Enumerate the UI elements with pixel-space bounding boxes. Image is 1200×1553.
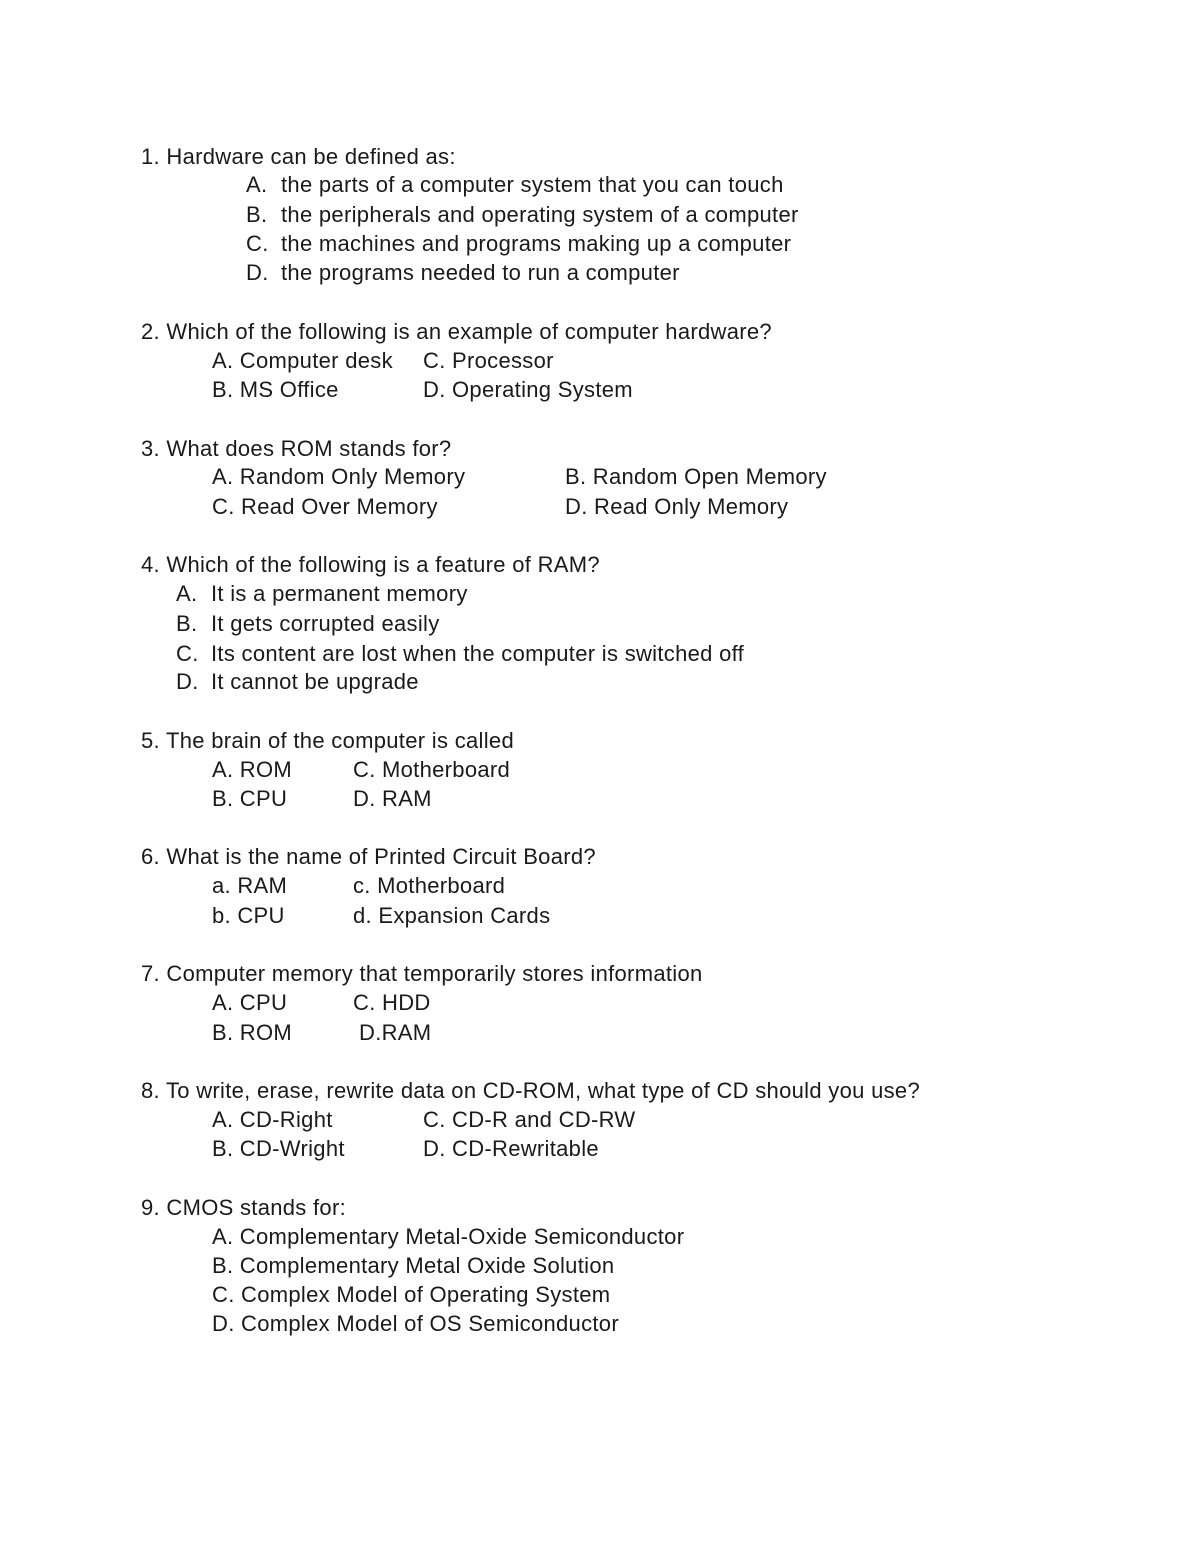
option-4a xyxy=(176,581,468,607)
option-3b: B. Random Open Memory xyxy=(565,464,827,489)
option-9b: B. Complementary Metal Oxide Solution xyxy=(212,1253,615,1278)
option-2c: C. Processor xyxy=(423,348,554,373)
option-2b: B. MS Office xyxy=(212,377,339,402)
question-text: To write, erase, rewrite data on CD-ROM, what type of CD should you use? xyxy=(165,1078,920,1103)
option-1c xyxy=(246,231,791,257)
question-5 xyxy=(141,728,514,754)
option-1d xyxy=(246,260,680,286)
option-4b xyxy=(176,611,440,637)
question-1 xyxy=(141,144,456,170)
question-2 xyxy=(141,319,772,345)
option-text: the peripherals and operating system of a computer xyxy=(281,202,799,227)
question-6 xyxy=(141,844,596,870)
option-text: the parts of a computer system that you can touch xyxy=(281,172,784,197)
option-8d: D. CD-Rewritable xyxy=(423,1136,599,1161)
question-text: The brain of the computer is called xyxy=(165,728,514,753)
option-7d: D.RAM xyxy=(359,1020,432,1045)
question-7 xyxy=(141,961,703,987)
option-5b: B. CPU xyxy=(212,786,288,811)
option-8c: C. CD-R and CD-RW xyxy=(423,1107,636,1132)
option-5a: A. ROM xyxy=(212,757,293,782)
option-letter: B. xyxy=(246,202,268,227)
option-1b xyxy=(246,202,799,228)
question-text: Which of the following is an example of computer hardware? xyxy=(166,319,772,344)
option-2d: D. Operating System xyxy=(423,377,633,402)
option-6a: a. RAM xyxy=(212,873,288,898)
option-2a: A. Computer desk xyxy=(212,348,393,373)
option-text: the machines and programs making up a computer xyxy=(281,231,792,256)
option-6b: b. CPU xyxy=(212,903,285,928)
question-8 xyxy=(141,1078,920,1104)
option-9c: C. Complex Model of Operating System xyxy=(212,1282,611,1307)
question-number: 9. xyxy=(141,1195,160,1220)
option-7a: A. CPU xyxy=(212,990,288,1015)
question-text: Which of the following is a feature of RAM? xyxy=(166,552,600,577)
option-6c: c. Motherboard xyxy=(353,873,506,898)
question-text: CMOS stands for: xyxy=(166,1195,347,1220)
question-number: 6. xyxy=(141,844,160,869)
option-text: It cannot be upgrade xyxy=(211,669,419,694)
question-number: 2. xyxy=(141,319,160,344)
question-3 xyxy=(141,436,451,462)
question-number: 3. xyxy=(141,436,160,461)
question-4 xyxy=(141,552,600,578)
option-5d: D. RAM xyxy=(353,786,432,811)
option-letter: B. xyxy=(176,611,198,636)
option-letter: D. xyxy=(246,260,269,285)
option-6d: d. Expansion Cards xyxy=(353,903,551,928)
question-text: What is the name of Printed Circuit Board? xyxy=(166,844,596,869)
option-7b: B. ROM xyxy=(212,1020,293,1045)
question-9 xyxy=(141,1195,346,1221)
question-number: 8. xyxy=(141,1078,160,1103)
question-text: What does ROM stands for? xyxy=(166,436,452,461)
option-7c: C. HDD xyxy=(353,990,431,1015)
option-letter: C. xyxy=(176,641,199,666)
question-number: 4. xyxy=(141,552,160,577)
option-9a: A. Complementary Metal-Oxide Semiconductor xyxy=(212,1224,685,1249)
option-text: Its content are lost when the computer is switched off xyxy=(211,641,745,666)
option-3a: A. Random Only Memory xyxy=(212,464,466,489)
question-text: Computer memory that temporarily stores information xyxy=(166,961,703,986)
option-9d: D. Complex Model of OS Semiconductor xyxy=(212,1311,619,1336)
option-8a: A. CD-Right xyxy=(212,1107,333,1132)
option-text: It gets corrupted easily xyxy=(211,611,440,636)
option-5c: C. Motherboard xyxy=(353,757,511,782)
option-8b: B. CD-Wright xyxy=(212,1136,345,1161)
option-3d: D. Read Only Memory xyxy=(565,494,789,519)
option-letter: C. xyxy=(246,231,269,256)
option-4c xyxy=(176,641,744,667)
option-letter: D. xyxy=(176,669,199,694)
option-4d xyxy=(176,669,419,695)
question-number: 5. xyxy=(141,728,160,753)
option-letter: A. xyxy=(176,581,198,606)
option-3c: C. Read Over Memory xyxy=(212,494,438,519)
option-letter: A. xyxy=(246,172,268,197)
option-text: the programs needed to run a computer xyxy=(281,260,680,285)
option-1a xyxy=(246,172,784,198)
option-text: It is a permanent memory xyxy=(211,581,468,606)
question-number: 7. xyxy=(141,961,160,986)
question-text: Hardware can be defined as: xyxy=(166,144,456,169)
question-number: 1. xyxy=(141,144,160,169)
